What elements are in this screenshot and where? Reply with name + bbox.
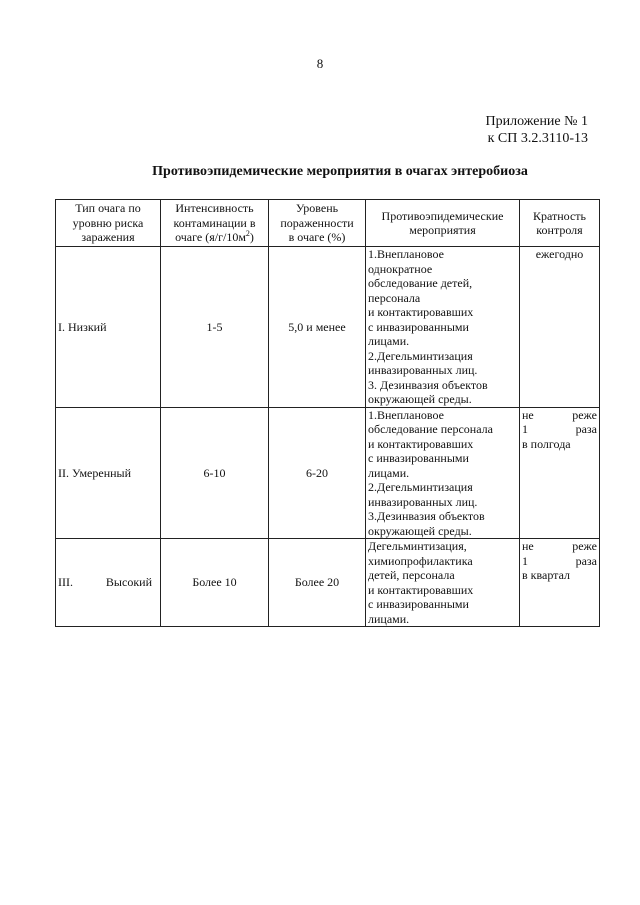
measure-line: лицами. [368,334,410,348]
measure-line: окружающей среды. [368,392,472,406]
header-intensity [161,200,269,247]
measure-line: лицами. [368,611,410,626]
type-name: Высокий [105,575,152,590]
measure-line: и контактировавших [368,436,474,451]
header-measures [366,200,520,247]
header-measures-line: мероприятия [409,223,476,237]
measure-line: 2.Дегельминтизация [368,348,473,363]
header-level-line: пораженности [280,215,354,230]
cell-type [56,539,161,627]
header-intensity-superscript: 2 [245,229,250,239]
appendix-line-1: Приложение № 1 [485,114,588,129]
measure-line: однократное [368,261,433,276]
header-intensity-unit-text: очаге (я/г/10м [175,230,246,245]
cell-measures [366,247,520,408]
header-measures-line: Противоэпидемические [381,208,504,223]
frequency-word: не [522,539,534,553]
measure-line: обследование детей, [368,276,473,290]
cell-type [56,247,161,408]
header-intensity-unit [163,230,266,245]
frequency-value: ежегодно [535,247,584,261]
header-intensity-line: Интенсивность [175,201,254,216]
cell-level: Более 20 [269,539,366,627]
measure-line: 3.Дезинвазия объектов [368,509,485,523]
table-row-low [56,247,600,408]
measure-line: окружающей среды. [368,523,472,538]
cell-frequency [520,407,600,539]
cell-measures [366,539,520,627]
measure-line: с инвазированными [368,319,469,334]
page-number: 8 [316,56,324,71]
frequency-word: раза [575,553,597,568]
header-frequency-line: Кратность [532,208,587,223]
appendix-reference [486,113,589,147]
measure-line: инвазированных лиц. [368,494,478,509]
header-type-line: Тип очага по [75,201,141,216]
frequency-word: реже [572,539,597,553]
frequency-word: 1 [522,422,528,436]
measure-line: 1.Внеплановое [368,247,444,261]
measure-line: Дегельминтизация, [368,539,467,553]
frequency-word: не [522,407,534,422]
frequency-period: в полгода [522,436,571,451]
measure-line: обследование персонала [368,422,493,436]
measure-line: лицами. [368,465,410,480]
measure-line: персонала [368,290,421,305]
frequency-word: 1 [522,553,528,568]
cell-level: 5,0 и менее [269,247,366,408]
header-type-line: заражения [81,230,135,245]
table-header-row [56,200,600,247]
measure-line: инвазированных лиц. [368,363,478,377]
frequency-word: раза [575,422,597,436]
type-name: Низкий [68,319,107,334]
measure-line: 2.Дегельминтизация [368,480,473,494]
header-level-line: Уровень [295,201,339,216]
frequency-line [522,422,597,437]
measure-line: и контактировавших [368,582,474,597]
header-frequency [520,200,600,247]
header-level [269,200,366,247]
measure-line: и контактировавших [368,305,474,319]
type-name: Умеренный [72,465,132,480]
frequency-line [522,408,597,423]
cell-level: 6-20 [269,407,366,539]
cell-intensity: 6-10 [161,407,269,539]
cell-frequency [520,247,600,408]
frequency-period: в квартал [522,568,570,582]
header-intensity-close: ) [249,230,254,245]
table-row-high [56,539,600,627]
cell-intensity: Более 10 [161,539,269,627]
measure-line: детей, персонала [368,568,455,582]
cell-frequency [520,539,600,627]
header-type [56,200,161,247]
header-level-line: в очаге (%) [288,230,346,245]
header-type-line: уровню риска [72,215,144,230]
measure-line: 3. Дезинвазия объектов [368,377,488,392]
header-intensity-line: контаминации в [173,215,256,230]
frequency-line [522,539,597,554]
type-number: I. [58,319,65,334]
measure-line: с инвазированными [368,597,469,611]
frequency-word: реже [572,407,597,422]
type-line [58,575,158,590]
type-number: II. [58,465,69,480]
measure-line: химиопрофилактика [368,553,473,568]
measures-table [55,199,600,627]
frequency-line [522,554,597,569]
header-frequency-line: контроля [536,223,583,237]
type-number: III. [58,575,73,590]
cell-measures [366,407,520,539]
table-row-moderate [56,407,600,539]
appendix-line-2: к СП 3.2.3110-13 [487,131,588,146]
cell-type [56,407,161,539]
cell-intensity: 1-5 [161,247,269,408]
measure-line: с инвазированными [368,451,469,465]
measure-line: 1.Внеплановое [368,407,444,422]
document-title: Противоэпидемические мероприятия в очагах энтеробиоза [152,164,528,179]
